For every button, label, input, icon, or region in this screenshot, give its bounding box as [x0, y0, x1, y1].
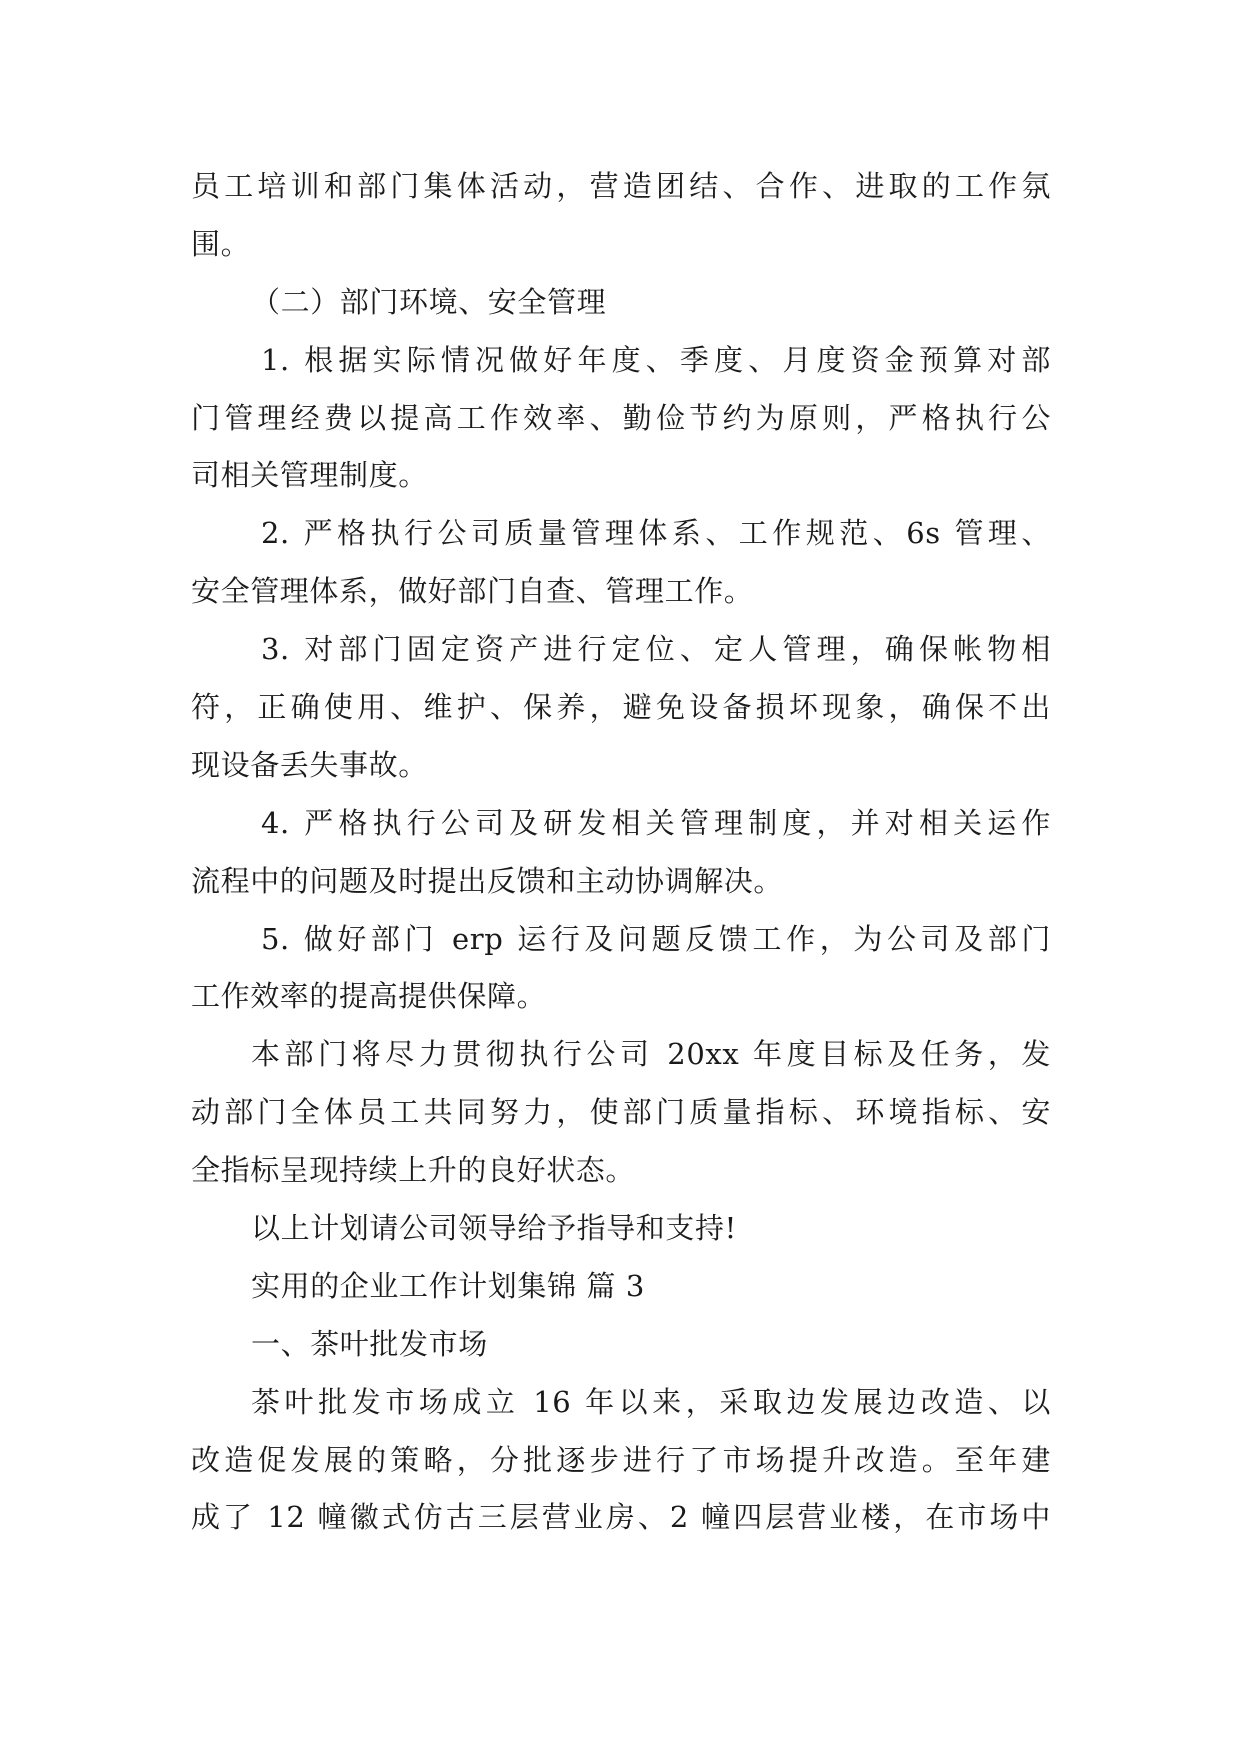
text-line: 改造促发展的策略，分批逐步进行了市场提升改造。至年建 — [191, 1442, 1051, 1477]
document-body — [191, 158, 1051, 1547]
text-line: 围。 — [191, 226, 251, 261]
list-item-4-line: 4. 严格执行公司及研发相关管理制度，并对相关运作 — [261, 805, 1051, 840]
text-line: 现设备丢失事故。 — [191, 747, 428, 782]
text-line: 流程中的问题及时提出反馈和主动协调解决。 — [191, 863, 784, 898]
text-line: 门管理经费以提高工作效率、勤俭节约为原则，严格执行公 — [191, 400, 1051, 435]
paragraph-line: 本部门将尽力贯彻执行公司 20xx 年度目标及任务，发 — [251, 1037, 1051, 1072]
text-line: 符，正确使用、维护、保养，避免设备损坏现象，确保不出 — [191, 690, 1051, 725]
section-heading: 一、茶叶批发市场 — [251, 1326, 488, 1361]
closing-line: 以上计划请公司领导给予指导和支持! — [251, 1211, 737, 1246]
list-item-1-line: 1. 根据实际情况做好年度、季度、月度资金预算对部 — [261, 342, 1051, 377]
text-line: 工作效率的提高提供保障。 — [191, 979, 547, 1014]
article-title: 实用的企业工作计划集锦 篇 3 — [251, 1268, 645, 1303]
text-line: 安全管理体系，做好部门自查、管理工作。 — [191, 574, 754, 609]
text-line: 全指标呈现持续上升的良好状态。 — [191, 1153, 636, 1188]
text-line: 成了 12 幢徽式仿古三层营业房、2 幢四层营业楼，在市场中 — [191, 1500, 1051, 1535]
paragraph-line: 茶叶批发市场成立 16 年以来，采取边发展边改造、以 — [251, 1384, 1051, 1419]
text-line: 司相关管理制度。 — [191, 458, 428, 493]
section-heading: （二）部门环境、安全管理 — [251, 284, 607, 319]
text-line: 员工培训和部门集体活动，营造团结、合作、进取的工作氛 — [191, 169, 1051, 203]
list-item-5-line: 5. 做好部门 erp 运行及问题反馈工作，为公司及部门 — [261, 921, 1051, 956]
list-item-2-line: 2. 严格执行公司质量管理体系、工作规范、6s 管理、 — [261, 516, 1051, 551]
text-line: 动部门全体员工共同努力，使部门质量指标、环境指标、安 — [191, 1095, 1051, 1130]
list-item-3-line: 3. 对部门固定资产进行定位、定人管理，确保帐物相 — [261, 632, 1051, 667]
